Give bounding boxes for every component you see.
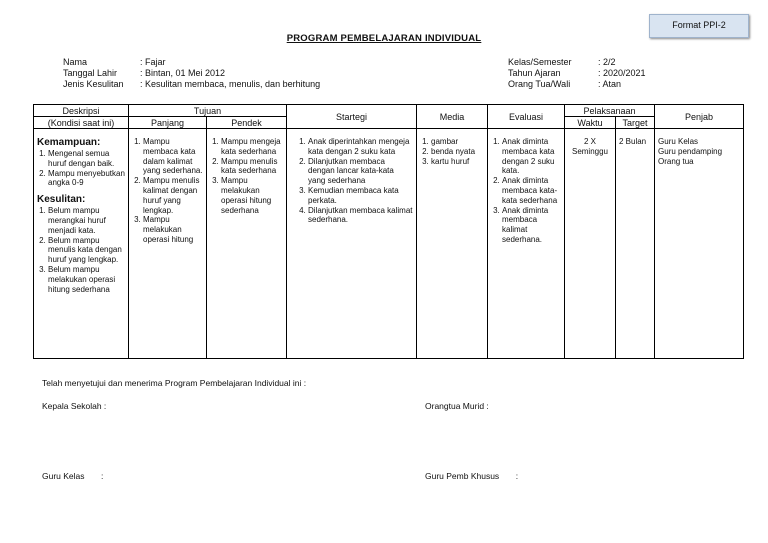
info-label: Kelas/Semester bbox=[508, 57, 572, 67]
list-item: 3. Anak diminta membaca kalimat sederhana. bbox=[502, 206, 561, 245]
penjab-item: Guru Kelas bbox=[658, 137, 699, 146]
list-item: 1. Mengenal semua huruf dengan baik. bbox=[48, 149, 125, 169]
approval-text: Telah menyetujui dan menerima Program Pembelajaran Individual ini : bbox=[42, 378, 307, 388]
header-penjab: Penjab bbox=[655, 105, 744, 129]
list-item: 1. Anak diperintahkan mengeja kata dengan 2 suku kata bbox=[308, 137, 413, 157]
info-label: Nama bbox=[63, 57, 88, 67]
header-tujuan: Tujuan bbox=[129, 105, 287, 117]
cell-startegi bbox=[287, 129, 417, 359]
list-item: 2. Belum mampu menulis kata dengan huruf yang lengkap. bbox=[48, 236, 125, 265]
cell-media bbox=[417, 129, 488, 359]
evaluasi-list bbox=[491, 137, 561, 245]
kemampuan-list bbox=[37, 149, 125, 188]
list-item: 3. Belum mampu melakukan operasi hitung sederhana bbox=[48, 265, 125, 294]
list-item: 2. Anak diminta membaca kata-kata sederhana bbox=[502, 176, 561, 205]
info-label: Orang Tua/Wali bbox=[508, 79, 571, 89]
header-pelaksanaan: Pelaksanaan bbox=[565, 105, 655, 117]
kemampuan-heading: Kemampuan: bbox=[37, 137, 101, 148]
list-item: 3. Mampu melakukan operasi hitung sederhana bbox=[221, 176, 283, 215]
info-label: Tahun Ajaran bbox=[508, 68, 561, 78]
startegi-list bbox=[292, 137, 413, 225]
cell-target bbox=[616, 129, 655, 359]
list-item: 3. Kemudian membaca kata perkata. bbox=[308, 186, 413, 206]
header-panjang: Panjang bbox=[129, 117, 207, 129]
header-startegi: Startegi bbox=[287, 105, 417, 129]
list-item: 1. Anak diminta membaca kata dengan 2 suku kata. bbox=[502, 137, 561, 176]
student-info bbox=[63, 57, 320, 90]
list-item: 1. Mampu membaca kata dalam kalimat yang sederhana. bbox=[143, 137, 203, 176]
list-item: 1. gambar bbox=[431, 137, 484, 147]
header-evaluasi: Evaluasi bbox=[488, 105, 565, 129]
class-info bbox=[508, 57, 646, 90]
header-pendek: Pendek bbox=[207, 117, 287, 129]
cell-pendek bbox=[207, 129, 287, 359]
pendek-list bbox=[210, 137, 283, 215]
waktu-value: 2 X Seminggu bbox=[571, 137, 609, 156]
info-value: : 2020/2021 bbox=[598, 68, 646, 78]
target-value: 2 Bulan bbox=[619, 137, 647, 146]
list-item: 1. Mampu mengeja kata sederhana bbox=[221, 137, 283, 157]
info-value: : 2/2 bbox=[598, 57, 616, 67]
header-media: Media bbox=[417, 105, 488, 129]
panjang-list bbox=[132, 137, 203, 245]
header-label: Deskripsi bbox=[62, 105, 100, 116]
header-deskripsi-sub: (Kondisi saat ini) bbox=[34, 117, 129, 129]
info-value: : Bintan, 01 Mei 2012 bbox=[140, 68, 226, 78]
cell-waktu bbox=[565, 129, 616, 359]
page-title: PROGRAM PEMBELAJARAN INDIVIDUAL bbox=[286, 33, 482, 44]
kesulitan-heading: Kesulitan: bbox=[37, 194, 86, 206]
kesulitan-list bbox=[37, 206, 125, 294]
orangtua-murid-label: Orangtua Murid : bbox=[425, 401, 489, 411]
guru-kelas-label: Guru Kelas : bbox=[42, 471, 104, 481]
info-value: : Fajar bbox=[140, 57, 166, 67]
list-item: 2. Dilanjutkan membaca dengan lancar kata-kata yang sederhana bbox=[308, 157, 413, 186]
list-item: 2. benda nyata bbox=[431, 147, 484, 157]
cell-evaluasi bbox=[488, 129, 565, 359]
format-badge: Format PPI-2 bbox=[649, 14, 749, 38]
list-item: 2. Mampu menulis kalimat dengan huruf yang lengkap. bbox=[143, 176, 203, 215]
cell-deskripsi bbox=[34, 129, 129, 359]
list-item: 2. Mampu menyebutkan angka 0-9 bbox=[48, 169, 125, 189]
list-item: 2. Mampu menulis kata sederhana bbox=[221, 157, 283, 177]
penjab-item: Orang tua bbox=[658, 156, 694, 166]
media-list bbox=[420, 137, 484, 166]
list-item: 1. Belum mampu merangkai huruf menjadi kata. bbox=[48, 206, 125, 235]
program-table bbox=[33, 104, 744, 359]
kepala-sekolah-label: Kepala Sekolah : bbox=[42, 401, 107, 411]
info-label: Tanggal Lahir bbox=[63, 68, 118, 78]
cell-panjang bbox=[129, 129, 207, 359]
penjab-item: Guru pendamping bbox=[658, 146, 723, 156]
info-value: : Kesulitan membaca, menulis, dan berhitung bbox=[140, 79, 321, 89]
info-label: Jenis Kesulitan bbox=[63, 79, 124, 89]
info-value: : Atan bbox=[598, 79, 622, 89]
header-target: Target bbox=[616, 117, 655, 129]
header-waktu: Waktu bbox=[565, 117, 616, 129]
guru-pemb-khusus-label: Guru Pemb Khusus : bbox=[425, 471, 519, 481]
list-item: 3. Mampu melakukan operasi hitung bbox=[143, 215, 203, 244]
cell-penjab bbox=[655, 129, 744, 359]
list-item: 3. kartu huruf bbox=[431, 157, 484, 167]
header-deskripsi bbox=[34, 105, 129, 117]
list-item: 4. Dilanjutkan membaca kalimat sederhana. bbox=[308, 206, 413, 226]
